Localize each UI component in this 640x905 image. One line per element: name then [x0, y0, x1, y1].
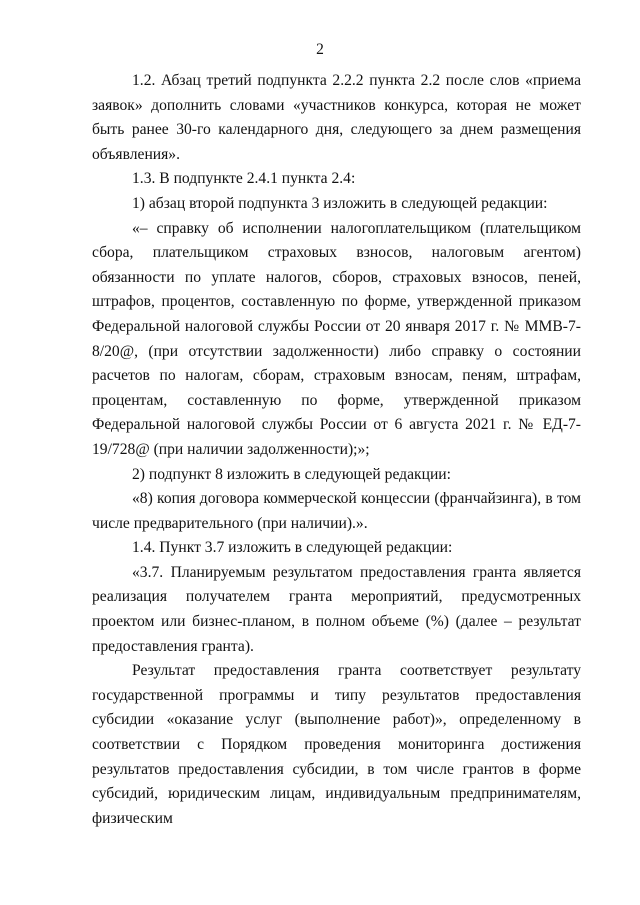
document-body — [92, 69, 581, 831]
page-number: 2 — [316, 41, 324, 58]
paragraph-3-7: «3.7. Планируемым результатом предоставления гранта является реализация получателем гранта мероприятий, предусмотренных проектом или бизнес-планом, в полном объеме (%) (далее – результат предоставления гранта). — [92, 563, 581, 655]
paragraph-1-3-item-2: 2) подпункт 8 изложить в следующей редакции: — [132, 465, 451, 483]
paragraph-quoted-franchise: «8) копия договора коммерческой концессии (франчайзинга), в том числе предварительного (при наличии).». — [92, 490, 581, 532]
paragraph-grant-result: Результат предоставления гранта соответствует результату государственной программы и типу результатов предоставления субсидии «оказание услуг (выполнение работ)», определенному в соответствии с Порядком проведения мониторинга достижения результатов предоставления субсидии, в том числе грантов в форме субсидий, юридическим лицам, индивидуальным предпринимателям, физическим — [92, 662, 581, 827]
paragraph-1-2: 1.2. Абзац третий подпункта 2.2.2 пункта 2.2 после слов «приема заявок» дополнить словами «участников конкурса, которая не может быть ранее 30-го календарного дня, следующего за днем размещения объявления». — [92, 72, 581, 163]
paragraph-1-4: 1.4. Пункт 3.7 изложить в следующей редакции: — [132, 539, 453, 557]
paragraph-1-3-item-1: 1) абзац второй подпункта 3 изложить в следующей редакции: — [132, 194, 548, 212]
paragraph-quoted-certificate: «– справку об исполнении налогоплательщиком (плательщиком сбора, плательщиком страховых взносов, налоговым агентом) обязанности по уплате налогов, сборов, страховых взносов, пеней, штрафов, процентов, составленную по форме, утвержденной приказом Федеральной налоговой службы России от 20 января 2017 г. № ММВ-7-8/20@, (при отсутствии задолженности) либо справку о состоянии расчетов по налогам, сборам, страховым взносам, пеням, штрафам, процентам, составленную по форме, утвержденной приказом Федеральной налоговой службы России от 6 августа 2021 г. № ЕД-7-19/728@ (при наличии задолженности);»; — [92, 219, 581, 458]
paragraph-1-3: 1.3. В подпункте 2.4.1 пункта 2.4: — [132, 170, 356, 188]
